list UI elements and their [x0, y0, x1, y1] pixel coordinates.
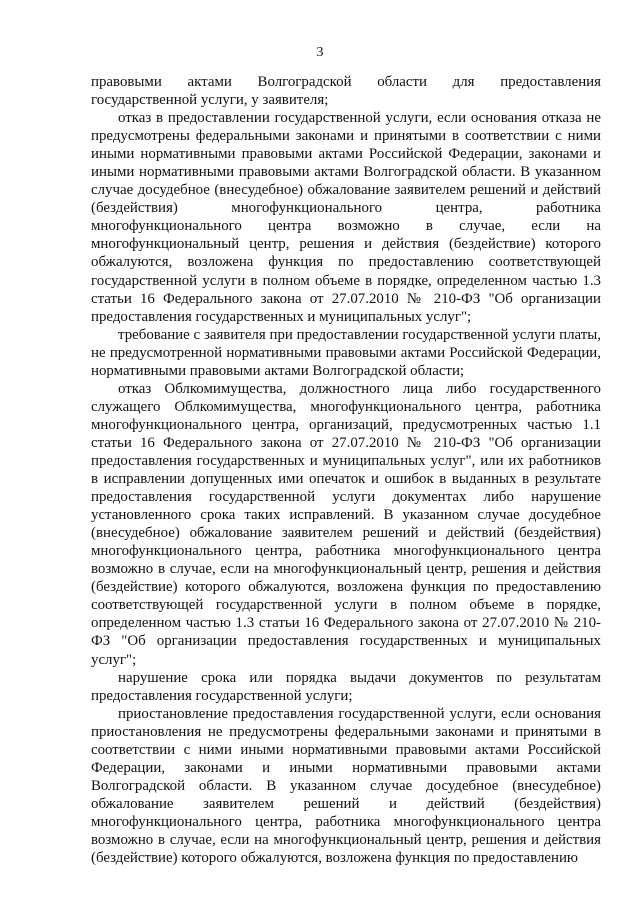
paragraph-correction-refusal: отказ Облкомимущества, должностного лица либо государственного служащего Облкомимущества, многофункционального центра, работника многофункционального центра, организаций, предусмотренных частью 1.1 статьи 16 Федерального закона от 27.07.2010 № 210-ФЗ "Об организации предоставления государственных и муниципальных услуг", или их работников в исправлении допущенных ими опечаток и ошибок в выданных в результате предоставления государственной услуги документах либо нарушение установленного срока таких исправлений. В указанном случае досудебное (внесудебное) обжалование заявителем решений и действий (бездействия) многофункционального центра, работника многофункционального центра возможно в случае, если на многофункциональный центр, решения и действия (бездействие) которого обжалуются, возложена функция по предоставлению соответствующей государственной услуги в полном объеме в порядке, определенном частью 1.3 статьи 16 Федерального закона от 27.07.2010 № 210-ФЗ "Об организации предоставления государственных и муниципальных услуг"; [91, 380, 601, 668]
paragraph-continued: правовыми актами Волгоградской области для предоставления государственной услуги, у заявителя; [91, 74, 601, 109]
paragraph-suspension: приостановление предоставления государственной услуги, если основания приостановления не предусмотрены федеральными законами и принятыми в соответствии с ними иными нормативными правовыми актами Российской Федерации, законами и иными нормативными правовыми актами Волгоградской области. В указанном случае досудебное (внесудебное) обжалование заявителем решений и действий (бездействия) многофункционального центра, работника многофункционального центра возможно в случае, если на многофункциональный центр, решения и действия (бездействие) которого обжалуются, возложена функция по предоставлению [91, 705, 601, 867]
body-text [91, 73, 601, 867]
paragraph-fee-requirement: требование с заявителя при предоставлении государственной услуги платы, не предусмотренной нормативными правовыми актами Российской Федерации, нормативными правовыми актами Волгоградской области; [91, 326, 601, 379]
paragraph-refusal: отказ в предоставлении государственной услуги, если основания отказа не предусмотрены федеральными законами и принятыми в соответствии с ними иными нормативными правовыми актами Российской Федерации, законами и иными нормативными правовыми актами Волгоградской области. В указанном случае досудебное (внесудебное) обжалование заявителем решений и действий (бездействия) многофункционального центра, работника многофункционального центра возможно в случае, если на многофункциональный центр, решения и действия (бездействие) которого обжалуются, возложена функция по предоставлению соответствующей государственной услуги в полном объеме в порядке, определенном частью 1.3 статьи 16 Федерального закона от 27.07.2010 № 210-ФЗ "Об организации предоставления государственных и муниципальных услуг"; [91, 110, 601, 325]
paragraph-issue-violation: нарушение срока или порядка выдачи документов по результатам предоставления государственной услуги; [91, 669, 601, 704]
page-number: 3 [316, 45, 324, 60]
